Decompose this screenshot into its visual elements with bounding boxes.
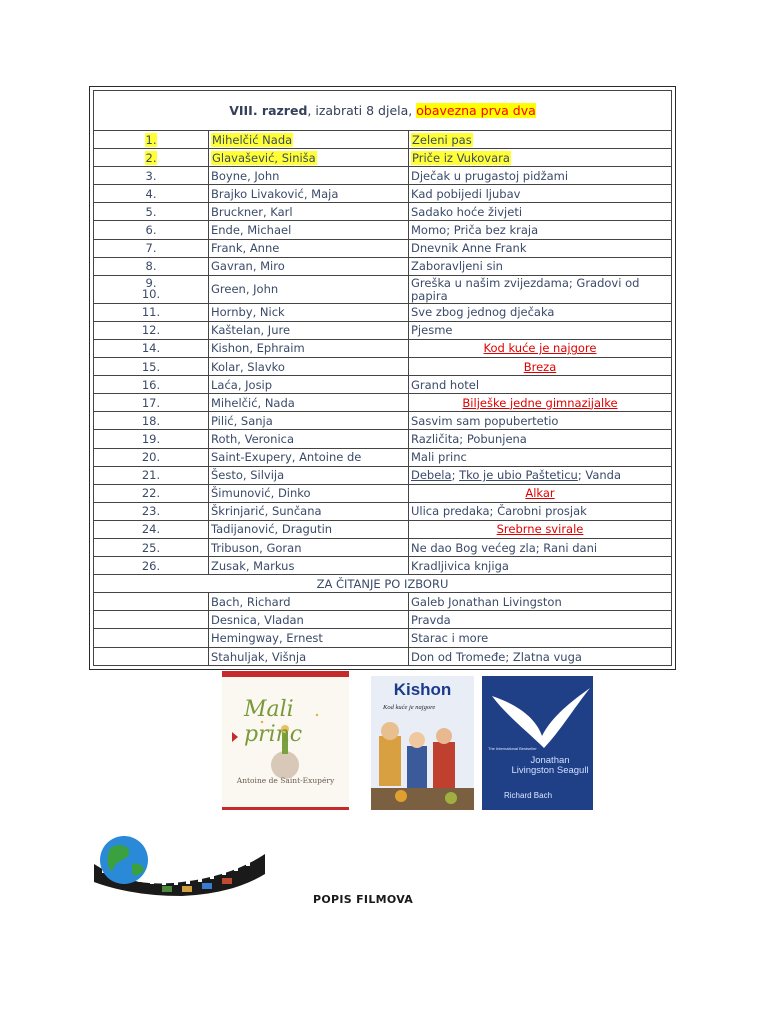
row-title-part: Tko je ubio Pašteticu <box>459 468 578 483</box>
row-author <box>209 449 409 466</box>
table-row <box>94 485 671 503</box>
row-title <box>409 593 671 610</box>
row-number-value: 3. <box>145 168 157 183</box>
table-row <box>94 258 671 276</box>
cover-seagull <box>482 676 593 810</box>
row-number <box>94 221 209 238</box>
row-title-part: Debela <box>411 468 452 483</box>
row-title-value: Alkar <box>525 486 555 501</box>
table-row <box>94 376 671 394</box>
row-title-value: Don od Tromeđe; Zlatna vuga <box>411 649 582 664</box>
row-author <box>209 430 409 447</box>
row-title-value: Sadako hoće živjeti <box>411 204 523 219</box>
row-number <box>94 304 209 321</box>
row-author-value: Tadijanović, Dragutin <box>211 522 333 537</box>
cover-mali-title: Mali princ <box>244 697 303 747</box>
table-row <box>94 131 671 149</box>
row-author <box>209 240 409 257</box>
row-number-value: 9. <box>145 276 157 291</box>
row-author <box>209 539 409 556</box>
row-author-value: Zusak, Markus <box>211 558 295 573</box>
row-title-part: ; <box>451 468 460 483</box>
row-number <box>94 167 209 184</box>
row-title-value: Dječak u prugastoj pidžami <box>411 168 569 183</box>
row-title <box>409 131 671 148</box>
row-number-value: 16. <box>141 377 161 392</box>
row-title <box>409 185 671 202</box>
row-author <box>209 276 409 303</box>
table-row <box>94 593 671 611</box>
row-title <box>409 430 671 447</box>
row-author-value: Hemingway, Ernest <box>211 630 323 645</box>
table-body <box>94 131 671 666</box>
row-title-part: ; Vanda <box>577 468 622 483</box>
row-title <box>409 648 671 666</box>
row-title-value: Različita; Pobunjena <box>411 431 527 446</box>
row-title <box>409 629 671 646</box>
row-number <box>94 203 209 220</box>
table-row <box>94 304 671 322</box>
row-title-value: Kradljivica knjiga <box>411 558 509 573</box>
cover-kishon-subtitle: Kod kuće je najgore <box>383 704 436 711</box>
row-author <box>209 557 409 574</box>
table-row <box>94 430 671 448</box>
cover-kishon <box>371 676 474 810</box>
reading-list-table <box>89 86 676 670</box>
row-title <box>409 503 671 520</box>
row-author-value: Gavran, Miro <box>211 259 285 274</box>
row-number <box>94 557 209 574</box>
row-author-value: Hornby, Nick <box>211 305 285 320</box>
row-number-value: 8. <box>145 259 157 274</box>
row-title-value: Zeleni pas <box>412 132 472 147</box>
cover-seagull-title: Jonathan Livingston Seagull <box>511 755 589 776</box>
row-author-value: Frank, Anne <box>211 241 280 256</box>
row-author <box>209 340 409 357</box>
row-number <box>94 185 209 202</box>
table-row <box>94 203 671 221</box>
row-title-value: Grand hotel <box>411 377 480 392</box>
row-author <box>209 258 409 275</box>
table-row <box>94 149 671 167</box>
row-title <box>409 412 671 429</box>
row-title-value: Bilješke jedne gimnazijalke <box>462 395 618 410</box>
row-number <box>94 358 209 375</box>
row-number <box>94 340 209 357</box>
row-number-value: 21. <box>141 468 161 483</box>
row-title <box>409 376 671 393</box>
row-author-value: Laća, Josip <box>211 377 273 392</box>
row-number-value: 7. <box>145 241 157 256</box>
row-author-value: Saint-Exupery, Antoine de <box>211 450 362 465</box>
row-number-value: 15. <box>141 359 161 374</box>
seagull-icon <box>482 676 593 810</box>
row-number-value: 4. <box>145 186 157 201</box>
row-title <box>409 304 671 321</box>
cover-mali-author: Antoine de Saint-Exupéry <box>236 776 335 785</box>
row-author-value: Šesto, Silvija <box>211 468 285 483</box>
row-number-value: 26. <box>141 558 161 573</box>
row-number-value: 19. <box>141 431 161 446</box>
row-author-value: Glavašević, Siniša <box>212 150 316 165</box>
row-title-value: Starac i more <box>411 630 489 645</box>
section-label: ZA ČITANJE PO IZBORU <box>316 576 449 591</box>
row-title <box>409 521 671 538</box>
row-title <box>409 322 671 339</box>
row-number-value: 12. <box>141 323 161 338</box>
table-row <box>94 503 671 521</box>
row-title-value: Zaboravljeni sin <box>411 259 503 274</box>
table-row <box>94 358 671 376</box>
row-author <box>209 203 409 220</box>
row-number-value: 23. <box>141 504 161 519</box>
row-title-value: Priče iz Vukovara <box>412 150 510 165</box>
row-title-value: Greška u našim zvijezdama; Gradovi od papira <box>411 275 640 303</box>
row-author <box>209 394 409 411</box>
row-title-value: Pravda <box>411 612 451 627</box>
row-number-value: 11. <box>141 305 161 320</box>
row-number <box>94 629 209 646</box>
row-title-value: Sve zbog jednog dječaka <box>411 305 555 320</box>
row-author <box>209 221 409 238</box>
table-row <box>94 240 671 258</box>
row-title <box>409 539 671 556</box>
heading-grade: VIII. razred <box>229 103 308 118</box>
row-number-value: 14. <box>141 341 161 356</box>
table-row <box>94 221 671 239</box>
row-title-value: Ne dao Bog većeg zla; Rani dani <box>411 540 598 555</box>
row-number <box>94 394 209 411</box>
row-author <box>209 322 409 339</box>
row-title <box>409 149 671 166</box>
table-row <box>94 394 671 412</box>
cover-mali-princ <box>222 671 349 810</box>
row-author <box>209 304 409 321</box>
row-number-value-2: 10. <box>141 287 161 302</box>
row-number-value: 24. <box>141 522 161 537</box>
table-row <box>94 276 671 304</box>
row-author-value: Ende, Michael <box>211 223 292 238</box>
row-author-value: Šimunović, Dinko <box>211 486 311 501</box>
row-title-value: Mali princ <box>411 450 467 465</box>
row-number-value: 2. <box>145 150 157 165</box>
row-title <box>409 240 671 257</box>
table-row <box>94 167 671 185</box>
row-author-value: Kolar, Slavko <box>211 359 285 374</box>
row-number <box>94 449 209 466</box>
row-title-value: Kad pobijedi ljubav <box>411 186 521 201</box>
row-author <box>209 412 409 429</box>
row-number <box>94 467 209 484</box>
row-author-value: Stahuljak, Višnja <box>211 649 307 664</box>
row-author-value: Tribuson, Goran <box>211 540 302 555</box>
row-title-value: Breza <box>523 359 557 374</box>
row-author <box>209 149 409 166</box>
row-author-value: Kishon, Ephraim <box>211 341 305 356</box>
row-number-value: 20. <box>141 450 161 465</box>
row-number <box>94 485 209 502</box>
row-author-value: Boyne, John <box>211 168 280 183</box>
row-title <box>409 358 671 375</box>
row-author-value: Brajko Livaković, Maja <box>211 186 339 201</box>
table-row <box>94 539 671 557</box>
row-title <box>409 557 671 574</box>
row-number <box>94 539 209 556</box>
table-row <box>94 412 671 430</box>
row-author <box>209 485 409 502</box>
row-author-value: Green, John <box>211 282 279 297</box>
row-number <box>94 430 209 447</box>
row-number-value: 6. <box>145 223 157 238</box>
row-title <box>409 258 671 275</box>
row-author-value: Mihelčić Nada <box>212 132 293 147</box>
row-author-value: Škrinjarić, Sunčana <box>211 504 322 519</box>
row-number <box>94 149 209 166</box>
table-row <box>94 449 671 467</box>
row-number-value: 25. <box>141 540 161 555</box>
row-title <box>409 467 671 484</box>
row-author <box>209 593 409 610</box>
cover-seagull-author: Richard Bach <box>504 791 553 800</box>
table-row <box>94 185 671 203</box>
row-number <box>94 376 209 393</box>
row-number <box>94 593 209 610</box>
row-number-value: 5. <box>145 204 157 219</box>
films-heading: POPIS FILMOVA <box>313 893 414 906</box>
row-title-value: Pjesme <box>411 323 453 338</box>
row-title-value: Ulica predaka; Čarobni prosjak <box>411 504 587 519</box>
row-author <box>209 467 409 484</box>
row-title <box>409 167 671 184</box>
heading-required: obavezna prva dva <box>416 103 536 118</box>
row-title-value: Kod kuće je najgore <box>483 341 597 356</box>
row-author <box>209 521 409 538</box>
row-author <box>209 648 409 666</box>
row-author-value: Mihelčić, Nada <box>211 395 295 410</box>
row-author <box>209 376 409 393</box>
row-author <box>209 358 409 375</box>
row-title <box>409 340 671 357</box>
table-row <box>94 557 671 575</box>
table-row <box>94 648 671 666</box>
row-number <box>94 648 209 666</box>
row-author-value: Bach, Richard <box>211 594 291 609</box>
row-title-value: Sasvim sam popubertetio <box>411 413 559 428</box>
cover-seagull-blurb: The International Bestseller <box>488 746 537 751</box>
table-row <box>94 521 671 539</box>
row-number <box>94 611 209 628</box>
row-number <box>94 240 209 257</box>
row-number-value: 1. <box>145 132 157 147</box>
row-number <box>94 503 209 520</box>
row-author <box>209 503 409 520</box>
row-author-value: Desnica, Vladan <box>211 612 304 627</box>
row-title-value: Dnevnik Anne Frank <box>411 241 527 256</box>
row-author <box>209 131 409 148</box>
row-title <box>409 449 671 466</box>
row-title <box>409 485 671 502</box>
table-row <box>94 467 671 485</box>
row-number <box>94 258 209 275</box>
row-title-value: Galeb Jonathan Livingston <box>411 594 562 609</box>
row-title <box>409 611 671 628</box>
row-number-value: 17. <box>141 395 161 410</box>
row-number <box>94 276 209 303</box>
row-title <box>409 394 671 411</box>
row-author <box>209 611 409 628</box>
cartoon-illustration-icon <box>371 676 474 810</box>
row-author <box>209 629 409 646</box>
row-author-value: Bruckner, Karl <box>211 204 293 219</box>
row-number <box>94 521 209 538</box>
row-title <box>409 276 671 303</box>
row-title-value: Momo; Priča bez kraja <box>411 223 539 238</box>
row-title <box>409 203 671 220</box>
row-number <box>94 131 209 148</box>
row-number <box>94 322 209 339</box>
row-number <box>94 412 209 429</box>
table-row <box>94 322 671 340</box>
reading-list-inner <box>93 90 672 666</box>
row-author-value: Roth, Veronica <box>211 431 295 446</box>
heading-middle: , izabrati 8 djela, <box>307 103 417 118</box>
row-author <box>209 167 409 184</box>
row-author-value: Pilić, Sanja <box>211 413 273 428</box>
row-number-value: 18. <box>141 413 161 428</box>
row-number-value: 22. <box>141 486 161 501</box>
section-row <box>94 575 671 593</box>
row-title <box>409 221 671 238</box>
cover-kishon-title: Kishon <box>393 680 452 699</box>
table-row <box>94 611 671 629</box>
table-row <box>94 629 671 647</box>
row-title-value: Srebrne svirale <box>496 522 584 537</box>
row-author <box>209 185 409 202</box>
table-row <box>94 340 671 358</box>
table-heading <box>94 91 671 131</box>
row-author-value: Kaštelan, Jure <box>211 323 291 338</box>
film-globe-logo-icon <box>92 834 267 896</box>
